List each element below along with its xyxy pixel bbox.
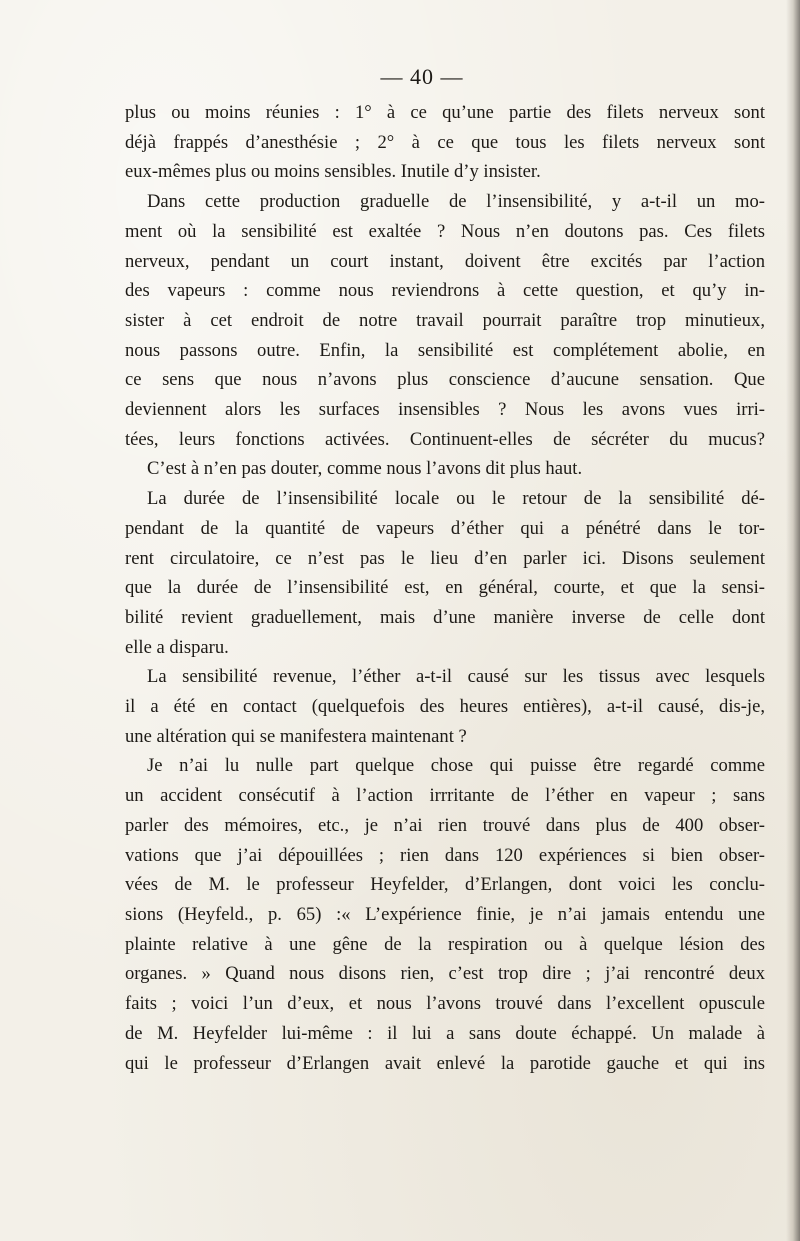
text-line: vées de M. le professeur Heyfelder, d’Erlangen, dont voici les conclu- — [125, 874, 765, 896]
text-line: organes. » Quand nous disons rien, c’est trop dire ; j’ai rencontré deux — [125, 963, 765, 985]
text-line: vations que j’ai dépouillées ; rien dans 120 expériences si bien obser- — [125, 844, 765, 866]
text-line: eux-mêmes plus ou moins sensibles. Inutile d’y insister. — [125, 161, 541, 183]
text-line: faits ; voici l’un d’eux, et nous l’avons trouvé dans l’excellent opuscule — [125, 993, 765, 1015]
page-number: — 40 — — [380, 64, 464, 89]
text-line: de M. Heyfelder lui-même : il lui a sans doute échappé. Un malade à — [125, 1022, 765, 1044]
text-line: une altération qui se manifestera maintenant ? — [125, 725, 467, 747]
body-text — [125, 98, 765, 1078]
text-line: La sensibilité revenue, l’éther a-t-il causé sur les tissus avec lesquels — [147, 666, 765, 688]
text-line: ment où la sensibilité est exaltée ? Nous n’en doutons pas. Ces filets — [125, 220, 765, 242]
text-line: plus ou moins réunies : 1° à ce qu’une partie des filets nerveux sont — [125, 102, 765, 123]
text-line: rent circulatoire, ce n’est pas le lieu d’en parler ici. Disons seulement — [125, 547, 765, 569]
text-line: un accident consécutif à l’action irrritante de l’éther en vapeur ; sans — [125, 785, 765, 807]
text-line: que la durée de l’insensibilité est, en général, courte, et que la sensi- — [125, 577, 765, 599]
text-line: déjà frappés d’anesthésie ; 2° à ce que tous les filets nerveux sont — [125, 131, 765, 153]
text-line: C’est à n’en pas douter, comme nous l’avons dit plus haut. — [147, 458, 583, 480]
text-line: tées, leurs fonctions activées. Continuent-elles de sécréter du mucus? — [125, 428, 765, 450]
text-line: La durée de l’insensibilité locale ou le retour de la sensibilité dé- — [147, 488, 765, 510]
text-line: bilité revient graduellement, mais d’une manière inverse de celle dont — [125, 606, 765, 628]
text-line: il a été en contact (quelquefois des heures entières), a-t-il causé, dis-je, — [125, 696, 765, 718]
text-line: pendant de la quantité de vapeurs d’éther qui a pénétré dans le tor- — [125, 517, 765, 539]
text-line: sions (Heyfeld., p. 65) :« L’expérience finie, je n’ai jamais entendu une — [125, 903, 765, 925]
text-line: elle a disparu. — [125, 636, 229, 658]
text-line: plainte relative à une gêne de la respiration ou à quelque lésion des — [125, 933, 765, 955]
text-line: qui le professeur d’Erlangen avait enlevé la parotide gauche et qui ins — [125, 1052, 765, 1074]
text-line: nerveux, pendant un court instant, doivent être excités par l’action — [125, 250, 765, 272]
text-line: parler des mémoires, etc., je n’ai rien trouvé dans plus de 400 obser- — [125, 814, 765, 836]
text-line: sister à cet endroit de notre travail pourrait paraître trop minutieux, — [125, 309, 765, 331]
text-line: ce sens que nous n’avons plus conscience d’aucune sensation. Que — [125, 369, 765, 391]
text-line: nous passons outre. Enfin, la sensibilité est complétement abolie, en — [125, 339, 765, 361]
text-line: des vapeurs : comme nous reviendrons à cette question, et qu’y in- — [125, 280, 765, 302]
text-line: Dans cette production graduelle de l’insensibilité, y a-t-il un mo- — [147, 191, 765, 213]
page-edge-shadow — [786, 0, 800, 1241]
text-line: Je n’ai lu nulle part quelque chose qui puisse être regardé comme — [147, 755, 765, 777]
text-line: deviennent alors les surfaces insensibles ? Nous les avons vues irri- — [125, 399, 765, 421]
